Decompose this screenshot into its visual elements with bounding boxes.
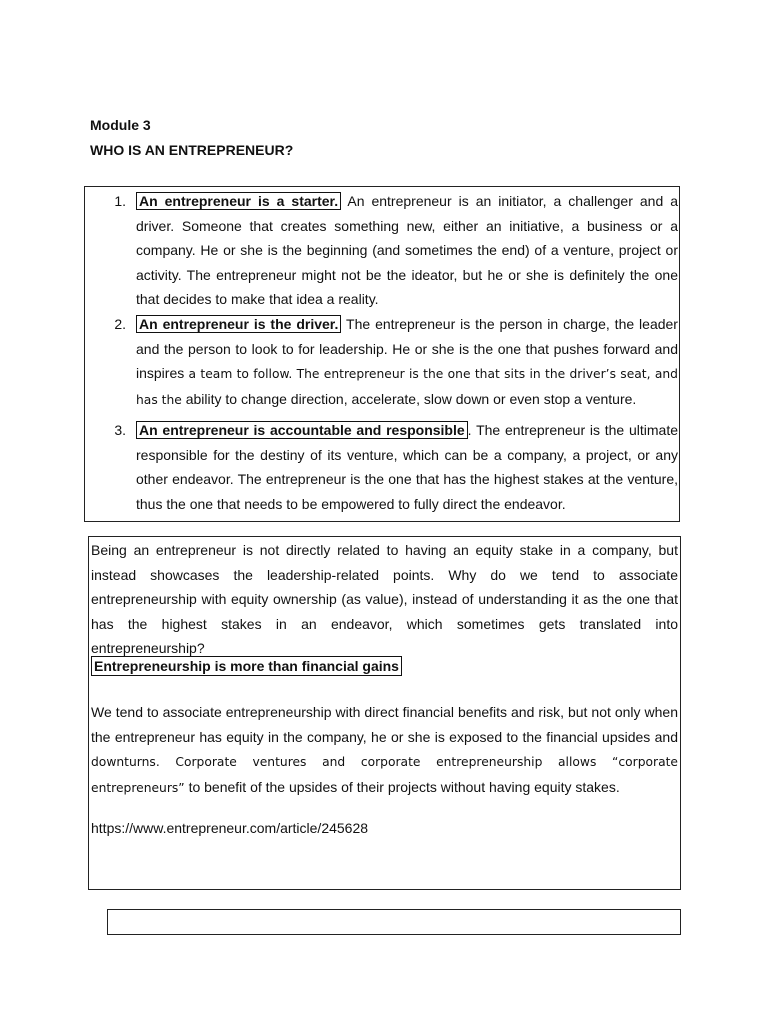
list-item-number: 1. [114, 193, 126, 209]
list-item-body: An entrepreneur is an initiator, a challenger and a driver. Someone that creates something new, either an initiative, a business or a company. He or she is the beginning (and sometimes the end) of a venture, project or activity. The entrepreneur might not be the ideator, but he or she is definitely the one that decides to make that idea a reality. [136, 193, 679, 307]
empty-box [107, 909, 681, 935]
article-box [88, 536, 681, 890]
entrepreneur-traits-box [84, 186, 680, 522]
page-title: WHO IS AN ENTREPRENEUR? [90, 142, 294, 158]
body-paragraph [91, 700, 678, 800]
list-item-text [136, 418, 678, 516]
list-item-number: 2. [114, 316, 126, 332]
intro-paragraph: Being an entrepreneur is not directly related to having an equity stake in a company, but instead showcases the leadership-related points. Why do we tend to associate entrepreneurship with equity ownership (as value), instead of understanding it as the one that has the highest stakes in an endeavor, which sometimes gets translated into entrepreneurship? [91, 542, 678, 656]
body-text-end: to benefit of the upsides of their projects without having equity stakes. [184, 778, 620, 795]
list-item-lead: An entrepreneur is a starter. [136, 192, 341, 210]
list-item-text [136, 312, 678, 412]
list-item-body: The entrepreneur is the person in charge, the leader and the person to look to for leadership. He or she is the one that pushes forward and inspires [136, 316, 678, 381]
list-item-number: 3. [114, 422, 126, 438]
list-item-body: . The entrepreneur is the ultimate responsible for the destiny of its venture, which can be a company, a project, or any other endeavor. The entrepreneur is the one that has the highest stakes at the venture, thus the one that needs to be empowered to fully direct the endeavor. [136, 422, 678, 512]
module-label: Module 3 [90, 117, 151, 133]
list-item-lead: An entrepreneur is accountable and responsible [136, 421, 468, 439]
body-text: We tend to associate entrepreneurship with direct financial benefits and risk, but not only when the entrepreneur has equity in the company, he or she is exposed to the financial upsides and [91, 704, 678, 745]
list-item-lead: An entrepreneur is the driver. [136, 315, 341, 333]
source-link[interactable]: https://www.entrepreneur.com/article/245628 [91, 820, 369, 836]
body-text-alt: downturns. Corporate ventures and corporate entrepreneurship allows “corporate entrepreneurs” [91, 755, 678, 795]
list-item-text [136, 189, 678, 312]
section-subheading: Entrepreneurship is more than financial gains [91, 656, 402, 676]
list-item-body-alt: a team to follow. The entrepreneur is the one that sits in the driver’s seat, and has the [136, 367, 678, 407]
list-item-body-end: ability to change direction, accelerate, slow down or even stop a venture. [181, 390, 637, 407]
